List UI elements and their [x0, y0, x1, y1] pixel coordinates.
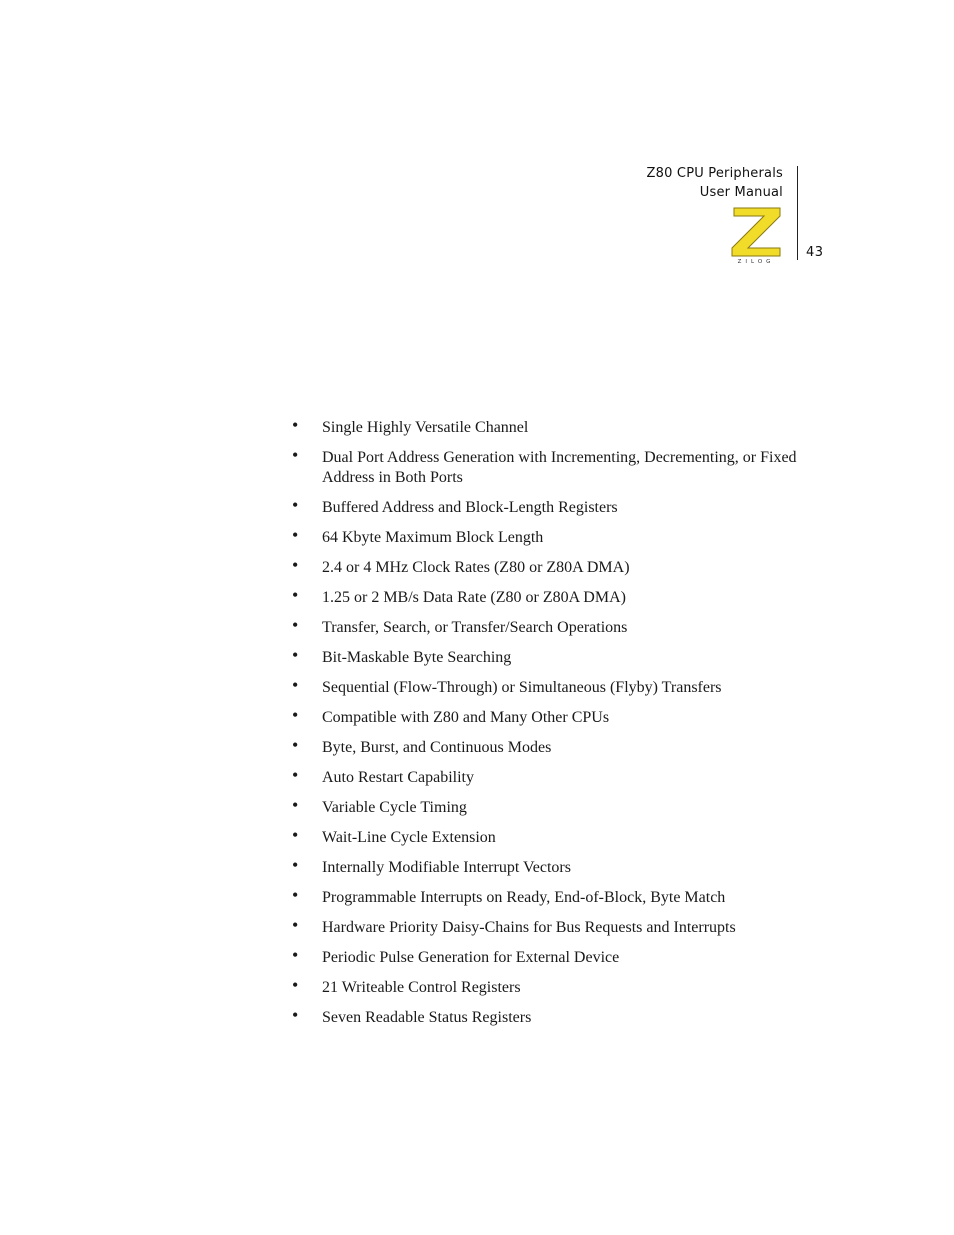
bullet-icon: •	[292, 1005, 299, 1025]
feature-item	[292, 855, 812, 878]
bullet-icon: •	[292, 525, 299, 545]
feature-item	[292, 825, 812, 848]
bullet-icon: •	[292, 705, 299, 725]
feature-text: Byte, Burst, and Continuous Modes	[322, 739, 552, 756]
manual-title-line-1: Z80 CPU Peripherals	[646, 166, 783, 181]
bullet-icon: •	[292, 945, 299, 965]
zilog-logo-icon	[728, 204, 784, 264]
feature-text: Hardware Priority Daisy-Chains for Bus Requests and Interrupts	[322, 919, 736, 936]
bullet-icon: •	[292, 415, 299, 435]
feature-item	[292, 675, 812, 698]
header-divider	[797, 166, 798, 260]
page-header	[0, 0, 954, 280]
bullet-icon: •	[292, 975, 299, 995]
manual-title	[647, 164, 783, 202]
feature-text: Single Highly Versatile Channel	[322, 419, 529, 436]
bullet-icon: •	[292, 615, 299, 635]
feature-text: 21 Writeable Control Registers	[322, 979, 521, 996]
bullet-icon: •	[292, 645, 299, 665]
feature-item	[292, 1005, 812, 1028]
feature-text: Internally Modifiable Interrupt Vectors	[322, 859, 571, 876]
feature-item	[292, 945, 812, 968]
feature-text: Auto Restart Capability	[322, 769, 474, 786]
feature-text: Seven Readable Status Registers	[322, 1009, 532, 1026]
bullet-icon: •	[292, 855, 299, 875]
feature-text: Transfer, Search, or Transfer/Search Operations	[322, 619, 628, 636]
feature-text: Wait-Line Cycle Extension	[322, 829, 496, 846]
bullet-icon: •	[292, 885, 299, 905]
bullet-icon: •	[292, 675, 299, 695]
feature-text: 1.25 or 2 MB/s Data Rate (Z80 or Z80A DMA)	[322, 589, 626, 606]
feature-item	[292, 765, 812, 788]
feature-text: Buffered Address and Block-Length Registers	[322, 499, 618, 516]
bullet-icon: •	[292, 495, 299, 515]
feature-item	[292, 645, 812, 668]
zilog-logo-z-mark	[732, 208, 780, 256]
feature-text: Sequential (Flow-Through) or Simultaneous (Flyby) Transfers	[322, 679, 722, 696]
feature-item	[292, 705, 812, 728]
feature-text: Programmable Interrupts on Ready, End-of-Block, Byte Match	[322, 889, 726, 906]
feature-item	[292, 615, 812, 638]
feature-item	[292, 525, 812, 548]
page-number: 43	[806, 245, 824, 260]
feature-text: 2.4 or 4 MHz Clock Rates (Z80 or Z80A DMA)	[322, 559, 630, 576]
zilog-logo-wordmark: ZILOG	[737, 259, 775, 264]
feature-item	[292, 915, 812, 938]
feature-list	[292, 415, 812, 1038]
feature-text: Bit-Maskable Byte Searching	[322, 649, 512, 666]
bullet-icon: •	[292, 825, 299, 845]
feature-item	[292, 885, 812, 908]
feature-item	[292, 555, 812, 578]
manual-title-line-2: User Manual	[699, 185, 783, 200]
feature-text: 64 Kbyte Maximum Block Length	[322, 529, 544, 546]
feature-item	[292, 735, 812, 758]
feature-item	[292, 415, 812, 438]
bullet-icon: •	[292, 555, 299, 575]
feature-item	[292, 585, 812, 608]
feature-item	[292, 445, 812, 488]
feature-text: Variable Cycle Timing	[322, 799, 467, 816]
feature-item	[292, 495, 812, 518]
feature-text: Dual Port Address Generation with Incrementing, Decrementing, or Fixed Address in Both Ports	[322, 449, 797, 486]
bullet-icon: •	[292, 445, 299, 465]
feature-item	[292, 975, 812, 998]
feature-text: Periodic Pulse Generation for External Device	[322, 949, 620, 966]
bullet-icon: •	[292, 585, 299, 605]
bullet-icon: •	[292, 735, 299, 755]
feature-text: Compatible with Z80 and Many Other CPUs	[322, 709, 610, 726]
bullet-icon: •	[292, 765, 299, 785]
feature-item	[292, 795, 812, 818]
bullet-icon: •	[292, 795, 299, 815]
bullet-icon: •	[292, 915, 299, 935]
